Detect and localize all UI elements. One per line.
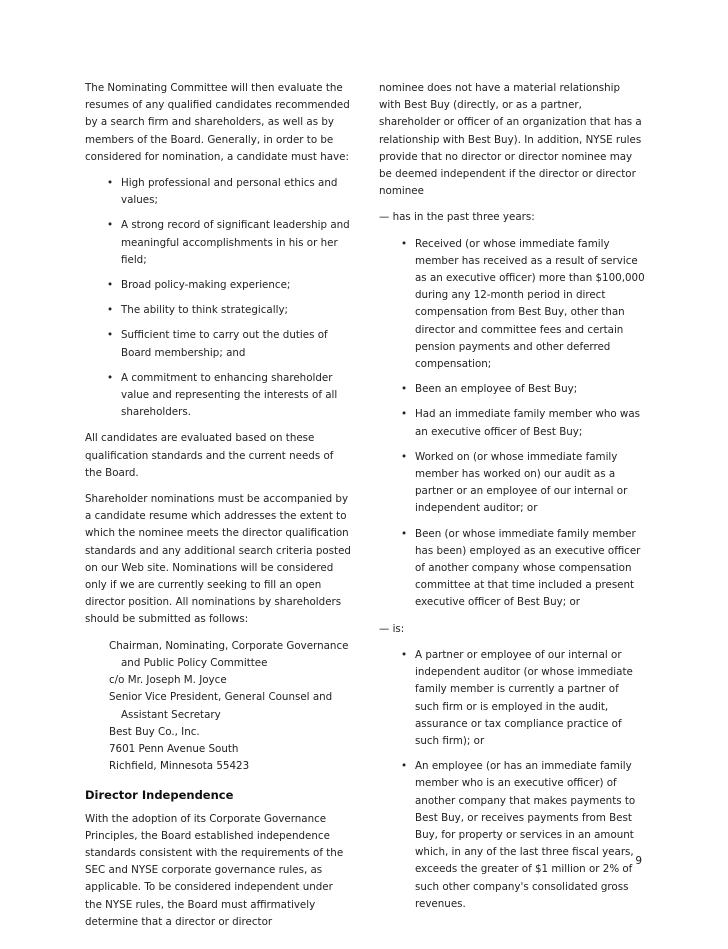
paragraph: All candidates are evaluated based on these qualification standards and the current needs of the Board. — [85, 432, 334, 479]
list-item: • Been an employee of Best Buy; — [401, 381, 645, 398]
section-heading: Director Independence — [85, 788, 234, 803]
list-item: • Worked on (or whose immediate family member has worked on) our audit as a partner or an employee of our internal or independent auditor; or — [401, 449, 645, 518]
right-column — [379, 80, 645, 922]
address-line: Richfield, Minnesota 55423 — [109, 760, 250, 773]
list-item: • Had an immediate family member who was an executive officer of Best Buy; — [401, 406, 645, 440]
criteria-list — [401, 236, 645, 612]
list-item: • A partner or employee of our internal or independent auditor (or whose immediate family member is currently a partner of such firm or is employed in the audit, assurance or tax compliance practice of such firm); or — [401, 647, 645, 750]
address-line: c/o Mr. Joseph M. Joyce — [109, 674, 227, 687]
address-line: Senior Vice President, General Counsel and Assistant Secretary — [109, 691, 333, 721]
paragraph: With the adoption of its Corporate Governance Principles, the Board established independence standards consistent with the requirements of the SEC and NYSE corporate governance rules, as applicable. To be considered independent under the NYSE rules, the Board must affirmatively determine that a director or director — [85, 812, 344, 928]
list-item: • A commitment to enhancing shareholder value and representing the interests of all shareholders. — [107, 370, 353, 422]
address-line: Best Buy Co., Inc. — [109, 725, 200, 738]
qualification-list — [107, 175, 353, 421]
criteria-list — [401, 647, 645, 913]
list-item: • The ability to think strategically; — [107, 302, 353, 319]
address-line: 7601 Penn Avenue South — [109, 742, 239, 755]
paragraph: Shareholder nominations must be accompanied by a candidate resume which addresses the extent to which the nominee meets the director qualification standards and any additional search criteria posted on our Web site. Nominations will be considered only if we are currently seeking to fill an open director position. All nominations by shareholders should be submitted as follows: — [85, 493, 351, 626]
list-item: • An employee (or has an immediate family member who is an executive officer) of another company that makes payments to Best Buy, or receives payments from Best Buy, for property or services in an amount which, in any of the last three fiscal years, exceeds the greater of $1 million or 2% of such other company's consolidated gross revenues. — [401, 758, 645, 913]
list-item: • Received (or whose immediate family member has received as a result of service as an executive officer) more than $100,000 during any 12-month period in direct compensation from Best Buy, other than director and committee fees and certain pension payments and other deferred compensation; — [401, 236, 645, 374]
mailing-address — [109, 638, 353, 776]
paragraph: nominee does not have a material relationship with Best Buy (directly, or as a partner, shareholder or officer of an organization that has a relationship with Best Buy). In addition, NYSE rules provide that no director or director nominee may be deemed independent if the director or director nominee — [379, 82, 642, 198]
left-column — [85, 80, 353, 940]
paragraph: The Nominating Committee will then evaluate the resumes of any qualified candidates recommended by a search firm and shareholders, as well as by members of the Board. Generally, in order to be considered for nomination, a candidate must have: — [85, 82, 350, 163]
lead-line: — has in the past three years: — [379, 211, 535, 224]
page-number: 9 — [635, 855, 642, 867]
list-item: • High professional and personal ethics and values; — [107, 175, 353, 209]
list-item: • Sufficient time to carry out the duties of Board membership; and — [107, 327, 353, 361]
address-line: Chairman, Nominating, Corporate Governance and Public Policy Committee — [109, 639, 349, 669]
list-item: • Been (or whose immediate family member has been) employed as an executive officer of another company whose compensation committee at that time included a present executive officer of Best Buy; or — [401, 526, 645, 612]
list-item: • Broad policy-making experience; — [107, 277, 353, 294]
lead-line: — is: — [379, 622, 405, 635]
list-item: • A strong record of significant leadership and meaningful accomplishments in his or her field; — [107, 217, 353, 269]
